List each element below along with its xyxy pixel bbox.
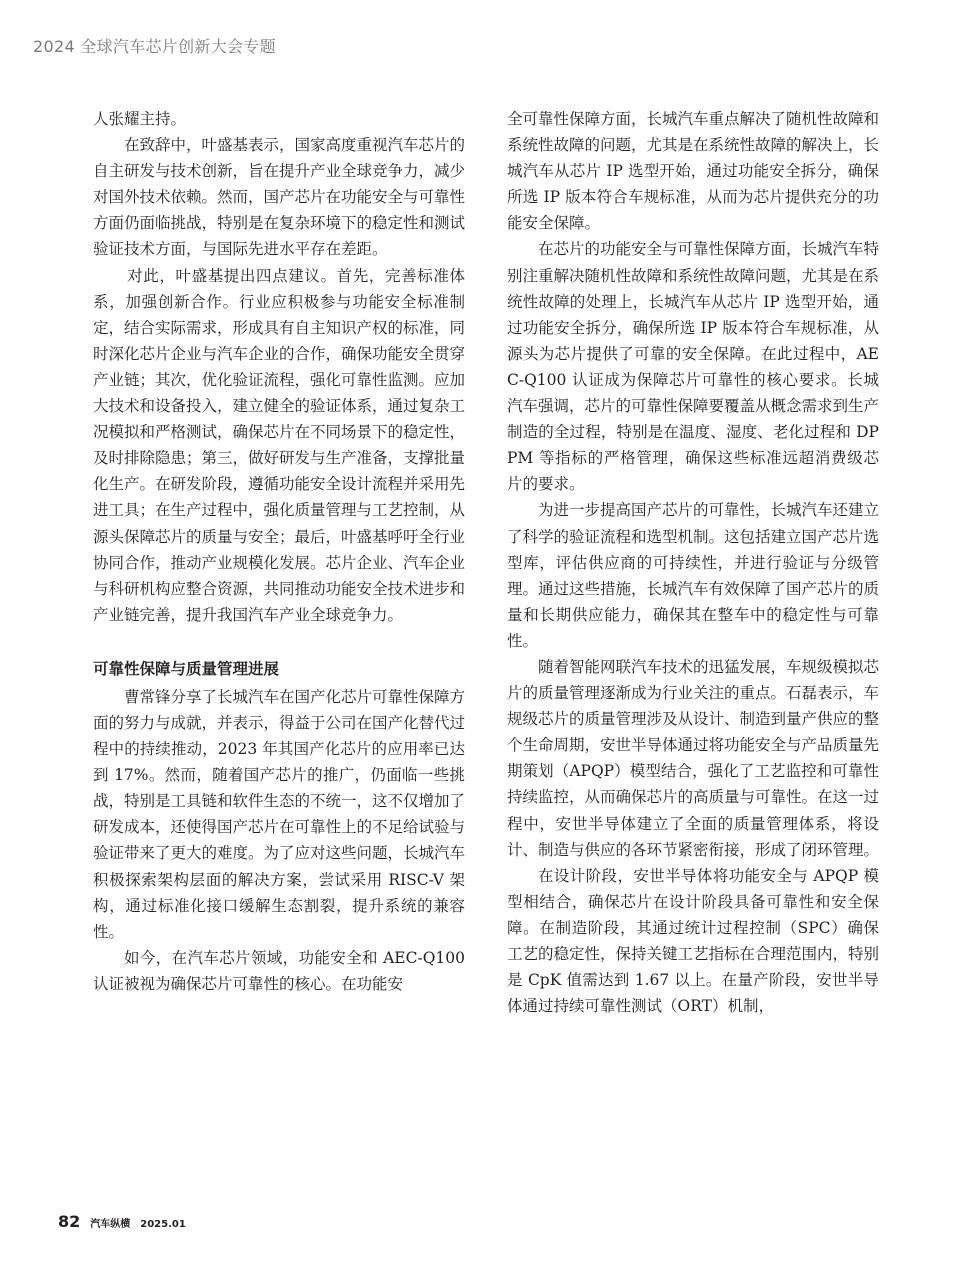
journal-name: 汽车纵横: [90, 1219, 131, 1230]
paragraph: 如今，在汽车芯片领域，功能安全和 AEC-Q100 认证被视为确保芯片可靠性的核心。在功能安: [93, 948, 465, 993]
right-text-column: [507, 106, 879, 1019]
paragraph: 在设计阶段，安世半导体将功能安全与 APQP 模型相结合，确保芯片在设计阶段具备可靠性和安全保障。在制造阶段，其通过统计过程控制（SPC）确保工艺的稳定性，保持关键工艺指标在合理范围内，特别是 CpK 值需达到 1.67 以上。在量产阶段，安世半导体通过持续可靠性测试（ORT）机制，: [507, 866, 880, 1016]
page-number: 82: [58, 1212, 81, 1231]
section-heading: 可靠性保障与质量管理进展: [93, 659, 280, 678]
page-footer: [58, 1212, 186, 1231]
issue-date: 2025.01: [140, 1219, 186, 1230]
running-header-title: 2024 全球汽车芯片创新大会专题: [33, 37, 276, 56]
paragraph: 全可靠性保障方面，长城汽车重点解决了随机性故障和系统性故障的问题，尤其是在系统性故障的解决上，长城汽车从芯片 IP 选型开始，通过功能安全拆分，确保所选 IP 版本符合车规标准，从而为芯片提供充分的功能安全保障。: [507, 110, 880, 233]
paragraph: 人张耀主持。: [93, 110, 187, 128]
left-text-column: [93, 106, 465, 997]
paragraph: 对此，叶盛基提出四点建议。首先，完善标准体系，加强创新合作。行业应积极参与功能安全标准制定，结合实际需求，形成具有自主知识产权的标准，同时深化芯片企业与汽车企业的合作，确保功能安全贯穿产业链；其次，优化验证流程，强化可靠性监测。应加大技术和设备投入，建立健全的验证体系，通过复杂工况模拟和严格测试，确保芯片在不同场景下的稳定性，及时排除隐患；第三，做好研发与生产准备，支撑批量化生产。在研发阶段，遵循功能安全设计流程并采用先进工具；在生产过程中，强化质量管理与工艺控制，从源头保障芯片的质量与安全；最后，叶盛基呼吁全行业协同合作，推动产业规模化发展。芯片企业、汽车企业与科研机构应整合资源，共同推动功能安全技术进步和产业链完善，提升我国汽车产业全球竞争力。: [93, 266, 466, 624]
paragraph: 为进一步提高国产芯片的可靠性，长城汽车还建立了科学的验证流程和选型机制。这包括建立国产芯片选型库，评估供应商的可持续性，并进行验证与分级管理。通过这些措施，长城汽车有效保障了国产芯片的质量和长期供应能力，确保其在整车中的稳定性与可靠性。: [507, 501, 880, 650]
paragraph: 在芯片的功能安全与可靠性保障方面，长城汽车特别注重解决随机性故障和系统性故障问题，尤其是在系统性故障的处理上，长城汽车从芯片 IP 选型开始，通过功能安全拆分，确保所选 IP 版本符合车规标准，从源头为芯片提供了可靠的安全保障。在此过程中，AEC-Q100 认证成为保障芯片可靠性的核心要求。长城汽车强调，芯片的可靠性保障要覆盖从概念需求到生产制造的全过程，特别是在温度、湿度、老化过程和 DPPM 等指标的严格管理，确保这些标准远超消费级芯片的要求。: [507, 240, 880, 494]
paragraph: 随着智能网联汽车技术的迅猛发展，车规级模拟芯片的质量管理逐渐成为行业关注的重点。石磊表示，车规级芯片的质量管理涉及从设计、制造到量产供应的整个生命周期，安世半导体通过将功能安全与产品质量先期策划（APQP）模型结合，强化了工艺监控和可靠性持续监控，从而确保芯片的高质量与可靠性。在这一过程中，安世半导体建立了全面的质量管理体系，将设计、制造与供应的各环节紧密衔接，形成了闭环管理。: [507, 657, 880, 859]
paragraph: 曹常锋分享了长城汽车在国产化芯片可靠性保障方面的努力与成就，并表示，得益于公司在国产化替代过程中的持续推动，2023 年其国产化芯片的应用率已达到 17%。然而，随着国产芯片的推广，仍面临一些挑战，特别是工具链和软件生态的不统一，这不仅增加了研发成本，还使得国产芯片在可靠性上的不足给试验与验证带来了更大的难度。为了应对这些问题，长城汽车积极探索架构层面的解决方案，尝试采用 RISC-V 架构，通过标准化接口缓解生态割裂，提升系统的兼容性。: [93, 687, 466, 941]
paragraph: 在致辞中，叶盛基表示，国家高度重视汽车芯片的自主研发与技术创新，旨在提升产业全球竞争力，减少对国外技术依赖。然而，国产芯片在功能安全与可靠性方面仍面临挑战，特别是在复杂环境下的稳定性和测试验证技术方面，与国际先进水平存在差距。: [93, 136, 466, 259]
